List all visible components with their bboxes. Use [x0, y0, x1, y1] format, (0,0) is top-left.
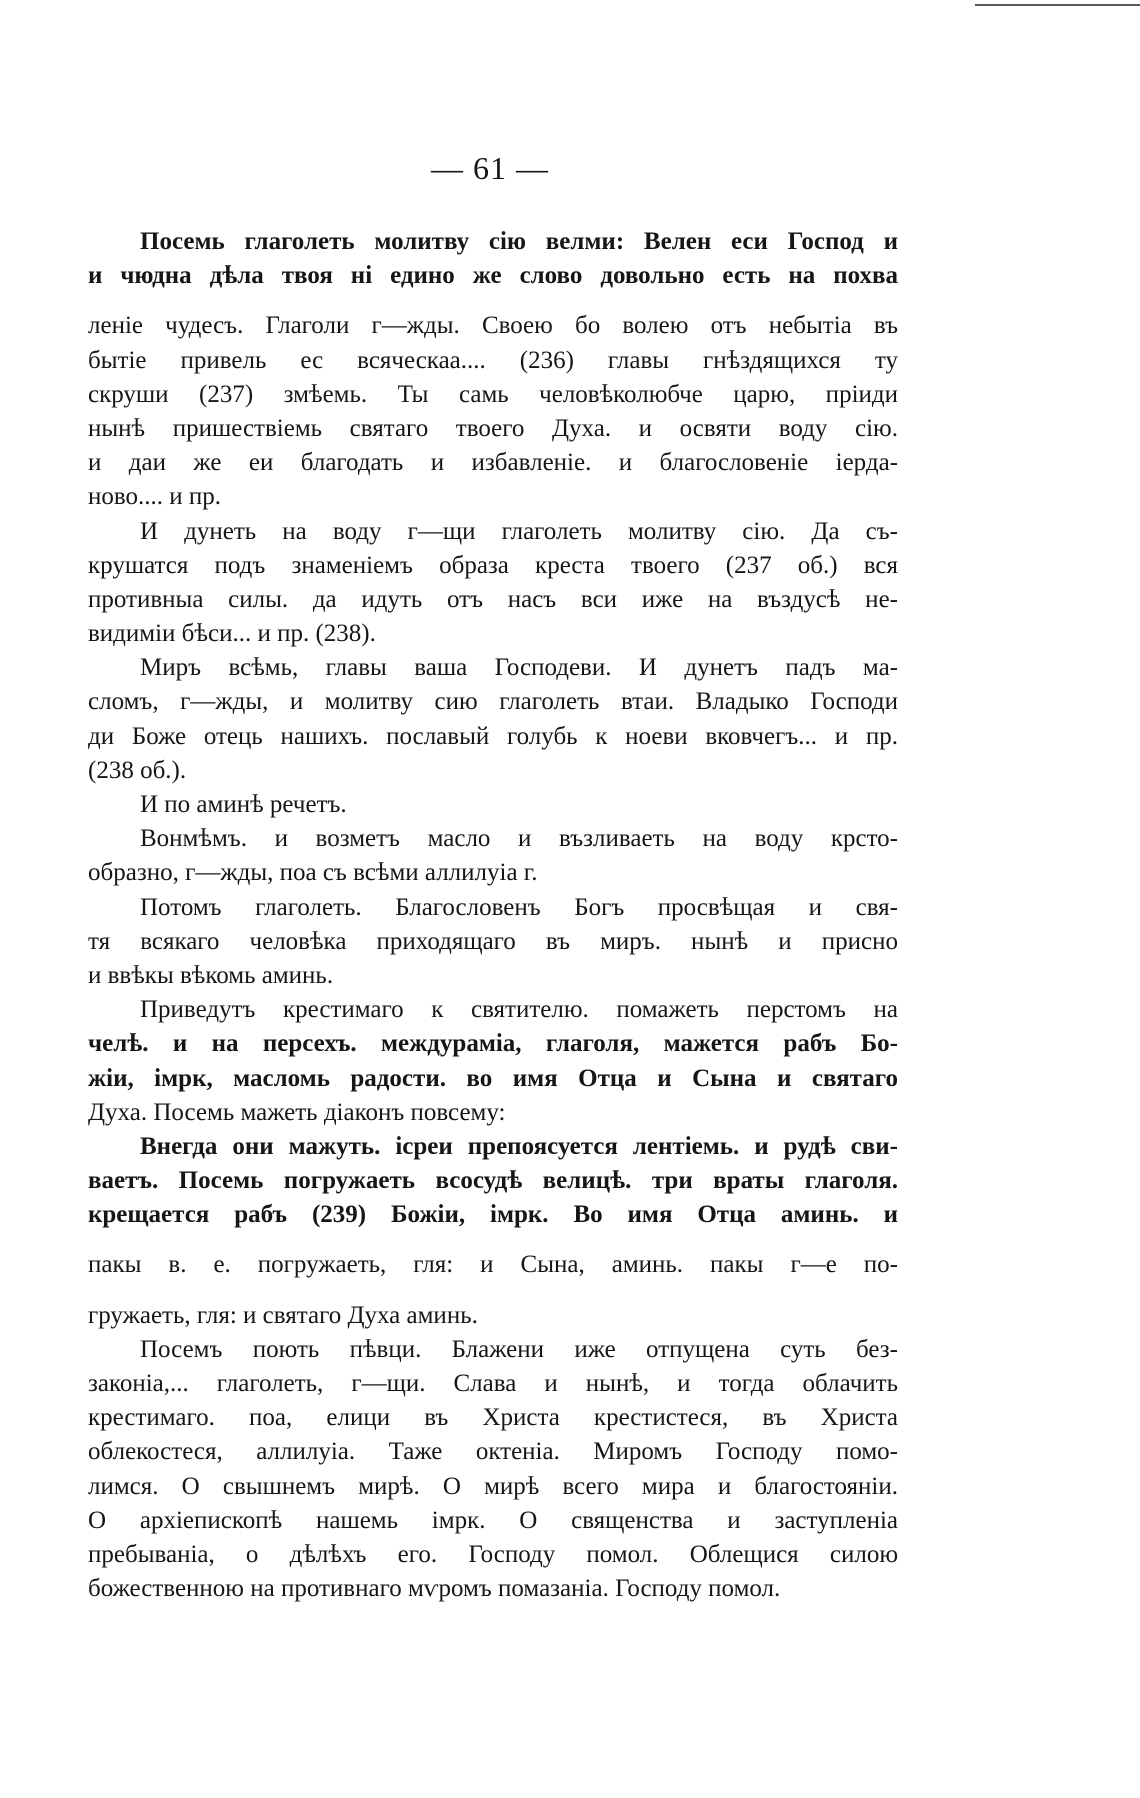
text-line: крушатся подъ знаменіемъ образа креста твоего (237 об.) вся [88, 551, 898, 579]
line-gap [88, 1232, 898, 1248]
text-line: облекостеся, аллилуіа. Таже октеніа. Миромъ Господу помо- [88, 1438, 898, 1466]
line-gap [88, 293, 898, 309]
text-line: Посемь глаголеть молитву сію велми: Велен еси Господ и [140, 228, 898, 255]
text-line: и чюдна дѣла твоя ні едино же слово довольно есть на похва [88, 262, 898, 290]
text-line: челѣ. и на персехъ. междураміа, глаголя, мажется рабъ Бо- [88, 1030, 898, 1058]
line-gap [88, 1283, 898, 1299]
text-line: бытіе привель ес всяческаа.... (236) главы гнѣздящихся ту [88, 346, 898, 374]
text-line: И по аминѣ речетъ. [140, 791, 347, 818]
text-line: и ввѣкы вѣкомь аминь. [88, 961, 334, 989]
text-line: образно, г—жды, поа съ всѣми аллилуіа г. [88, 859, 538, 887]
text-line: тя всякаго человѣка приходящаго въ миръ. нынѣ и присно [88, 927, 898, 955]
text-line: ваетъ. Посемь погружаеть всосудѣ велицѣ. три враты глаголя. [88, 1167, 898, 1195]
text-line: Миръ всѣмь, главы ваша Господеви. И дунетъ падъ ма- [140, 654, 898, 682]
text-line: Потомъ глаголеть. Благословенъ Богъ просвѣщая и свя- [140, 893, 898, 921]
text-line: противныа силы. да идуть отъ насъ вси иже на въздусѣ не- [88, 585, 898, 613]
text-line: Вонмѣмъ. и возметъ масло и възливаеть на воду крсто- [140, 825, 898, 853]
text-line: и даи же еи благодать и избавленіе. и благословеніе іерда- [88, 449, 898, 477]
text-line: пакы в. е. погружаеть, гля: и Сына, аминь. пакы г—е по- [88, 1251, 898, 1279]
text-line: скруши (237) змѣемь. Ты самь человѣколюбче царю, пріиди [88, 380, 898, 408]
text-line: О архіепископѣ нашемь імрк. О священства и заступленіа [88, 1506, 898, 1534]
text-line: крещается рабъ (239) Божіи, імрк. Во имя Отца аминь. и [88, 1201, 898, 1229]
text-line: жіи, імрк, масломь радости. во имя Отца и Сына и святаго [88, 1064, 898, 1092]
text-line: видиміи бѣси... и пр. (238). [88, 620, 376, 648]
text-line: (238 об.). [88, 756, 187, 784]
top-edge-rule [975, 4, 1140, 6]
text-line: И дунеть на воду г—щи глаголеть молитву сію. Да съ- [140, 517, 898, 545]
text-line: сломъ, г—жды, и молитву сию глаголеть втаи. Владыко Господи [88, 688, 898, 716]
body-text [88, 225, 898, 1606]
page-number: — 61 — [431, 150, 549, 186]
text-line: Внегда они мажуть. ісреи препоясуется лентіемь. и рудѣ сви- [140, 1132, 898, 1160]
text-line: ново.... и пр. [88, 483, 222, 511]
text-line: лимся. О свышнемъ мирѣ. О мирѣ всего мира и благостояніи. [88, 1472, 898, 1500]
text-line: леніе чудесъ. Глаголи г—жды. Своею бо волею отъ небытіа въ [88, 312, 898, 340]
text-line: пребываніа, о дѣлѣхъ его. Господу помол. Облещися силою [88, 1540, 898, 1568]
text-line: нынѣ пришествіемь святаго твоего Духа. и освяти воду сію. [88, 414, 898, 442]
text-line: Посемъ поють пѣвци. Блажени иже отпущена суть без- [140, 1335, 898, 1363]
text-line: божественною на противнаго мѵромъ помазаніа. Господу помол. [88, 1575, 781, 1603]
text-line: ди Боже отець нашихъ. пославый голубь к ноеви вковчегъ... и пр. [88, 722, 898, 750]
text-line: гружаеть, гля: и святаго Духа аминь. [88, 1301, 478, 1329]
text-line: крестимаго. поа, елици въ Христа крестистеся, въ Христа [88, 1404, 898, 1432]
text-line: законіа,... глаголеть, г—щи. Слава и нынѣ, и тогда облачить [88, 1370, 898, 1397]
text-line: Приведутъ крестимаго к святителю. помажеть перстомъ на [140, 996, 898, 1024]
text-line: Духа. Посемь мажеть діаконъ повсему: [88, 1098, 506, 1126]
